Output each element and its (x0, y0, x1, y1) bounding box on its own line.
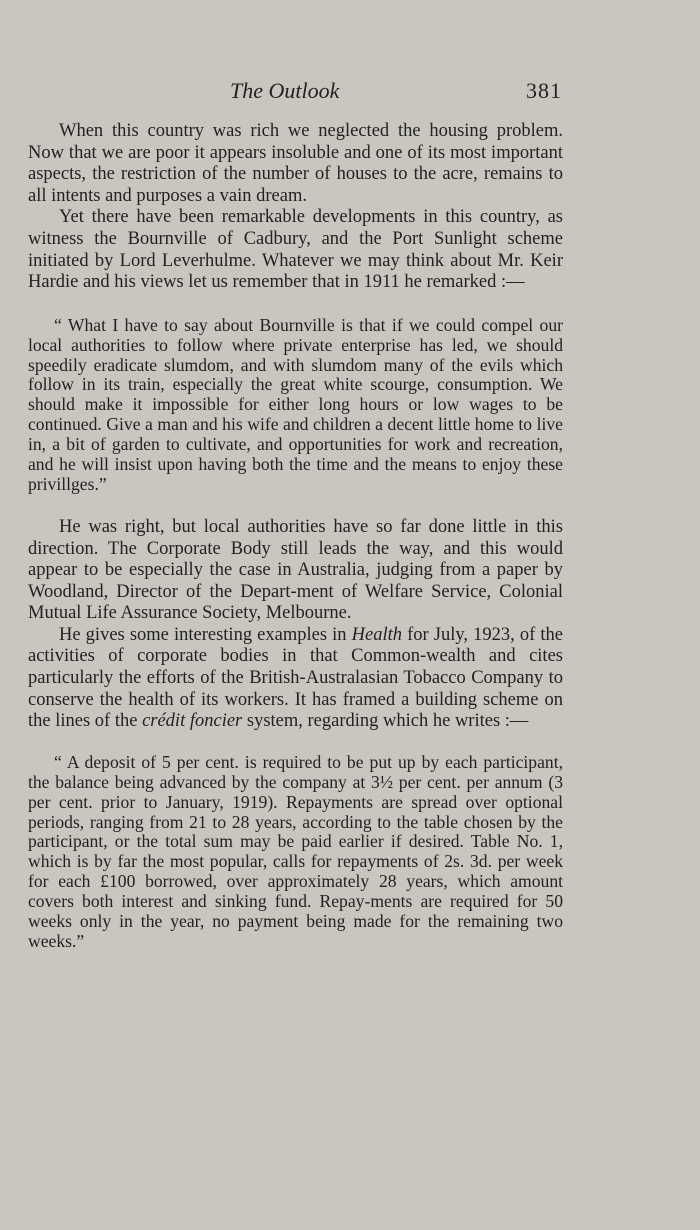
page-number: 381 (526, 78, 562, 103)
paragraph-text: He was right, but local authorities have so far done little in this direction. The Corporate Body still leads the way, and this would appear to be especially the case in Australia, judging from a paper by Woodland, Director of the Depart-ment of Welfare Service, Colonial Mutual Life Assurance Society, Melbourne. (28, 516, 563, 624)
paragraph-developments (28, 207, 563, 293)
running-header (230, 78, 562, 112)
quote-text: “ What I have to say about Bournville is that if we could compel our local authorities to follow where private enterprise has led, we should speedily eradicate slumdom, and with slumdom many of the evils which follow in its train, especially the great white scourge, consumption. We should make it impossible for either long hours or low wages to be continued. Give a man and his wife and children a decent little home to live in, a bit of garden to cultivate, and opportunities for work and recreation, and he will insist upon having both the time and the means to enjoy these privillges.” (28, 314, 563, 494)
paragraph-text: system, regarding which he writes :— (242, 711, 529, 732)
paragraph-text: Yet there have been remarkable developments in this country, as witness the Bournville of Cadbury, and the Port Sunlight scheme initiated by Lord Leverhulme. Whatever we may think about Mr. Keir Hardie and his views let us remember that in 1911 he remarked :— (28, 207, 563, 293)
italic-journal-title: Health (351, 624, 402, 645)
running-title: The Outlook (230, 78, 340, 103)
paragraph-housing-problem (28, 121, 563, 207)
spacer (28, 733, 563, 753)
quote-text: “ A deposit of 5 per cent. is required to be put up by each participant, the balance being advanced by the company at 3½ per cent. per annum (3 per cent. prior to January, 1919). Repayments are spread over optional periods, ranging from 21 to 28 years, according to the table chosen by the participant, or the total sum may be paid earlier if desired. Table No. 1, which is by far the most popular, calls for repayments of 2s. 3d. per week for each £100 borrowed, over approximately 28 years, which amount covers both interest and sinking fund. Repay-ments are required for 50 weeks only in the year, no payment being made for the remaining two weeks.” (28, 751, 563, 951)
block-quote-keir-hardie (28, 316, 563, 495)
paragraph-local-authorities (28, 517, 563, 625)
paragraph-text: He gives some interesting examples in (59, 624, 352, 645)
block-quote-deposit (28, 753, 563, 952)
spacer (28, 495, 563, 517)
paragraph-text: for July, 1923, of the activities of corporate bodies in that Common-wealth and cites particularly the efforts of the British-Australasian Tobacco Company to conserve the health of its workers. It has framed a building scheme on the lines of the (28, 624, 563, 732)
italic-term: crédit foncier (142, 711, 243, 732)
paragraph-examples (28, 625, 563, 733)
spacer (28, 294, 563, 316)
page-body (28, 121, 563, 952)
paragraph-text: When this country was rich we neglected the housing problem. Now that we are poor it appears insoluble and one of its most important aspects, the restriction of the number of houses to the acre, remains to all intents and purposes a vain dream. (28, 121, 563, 206)
